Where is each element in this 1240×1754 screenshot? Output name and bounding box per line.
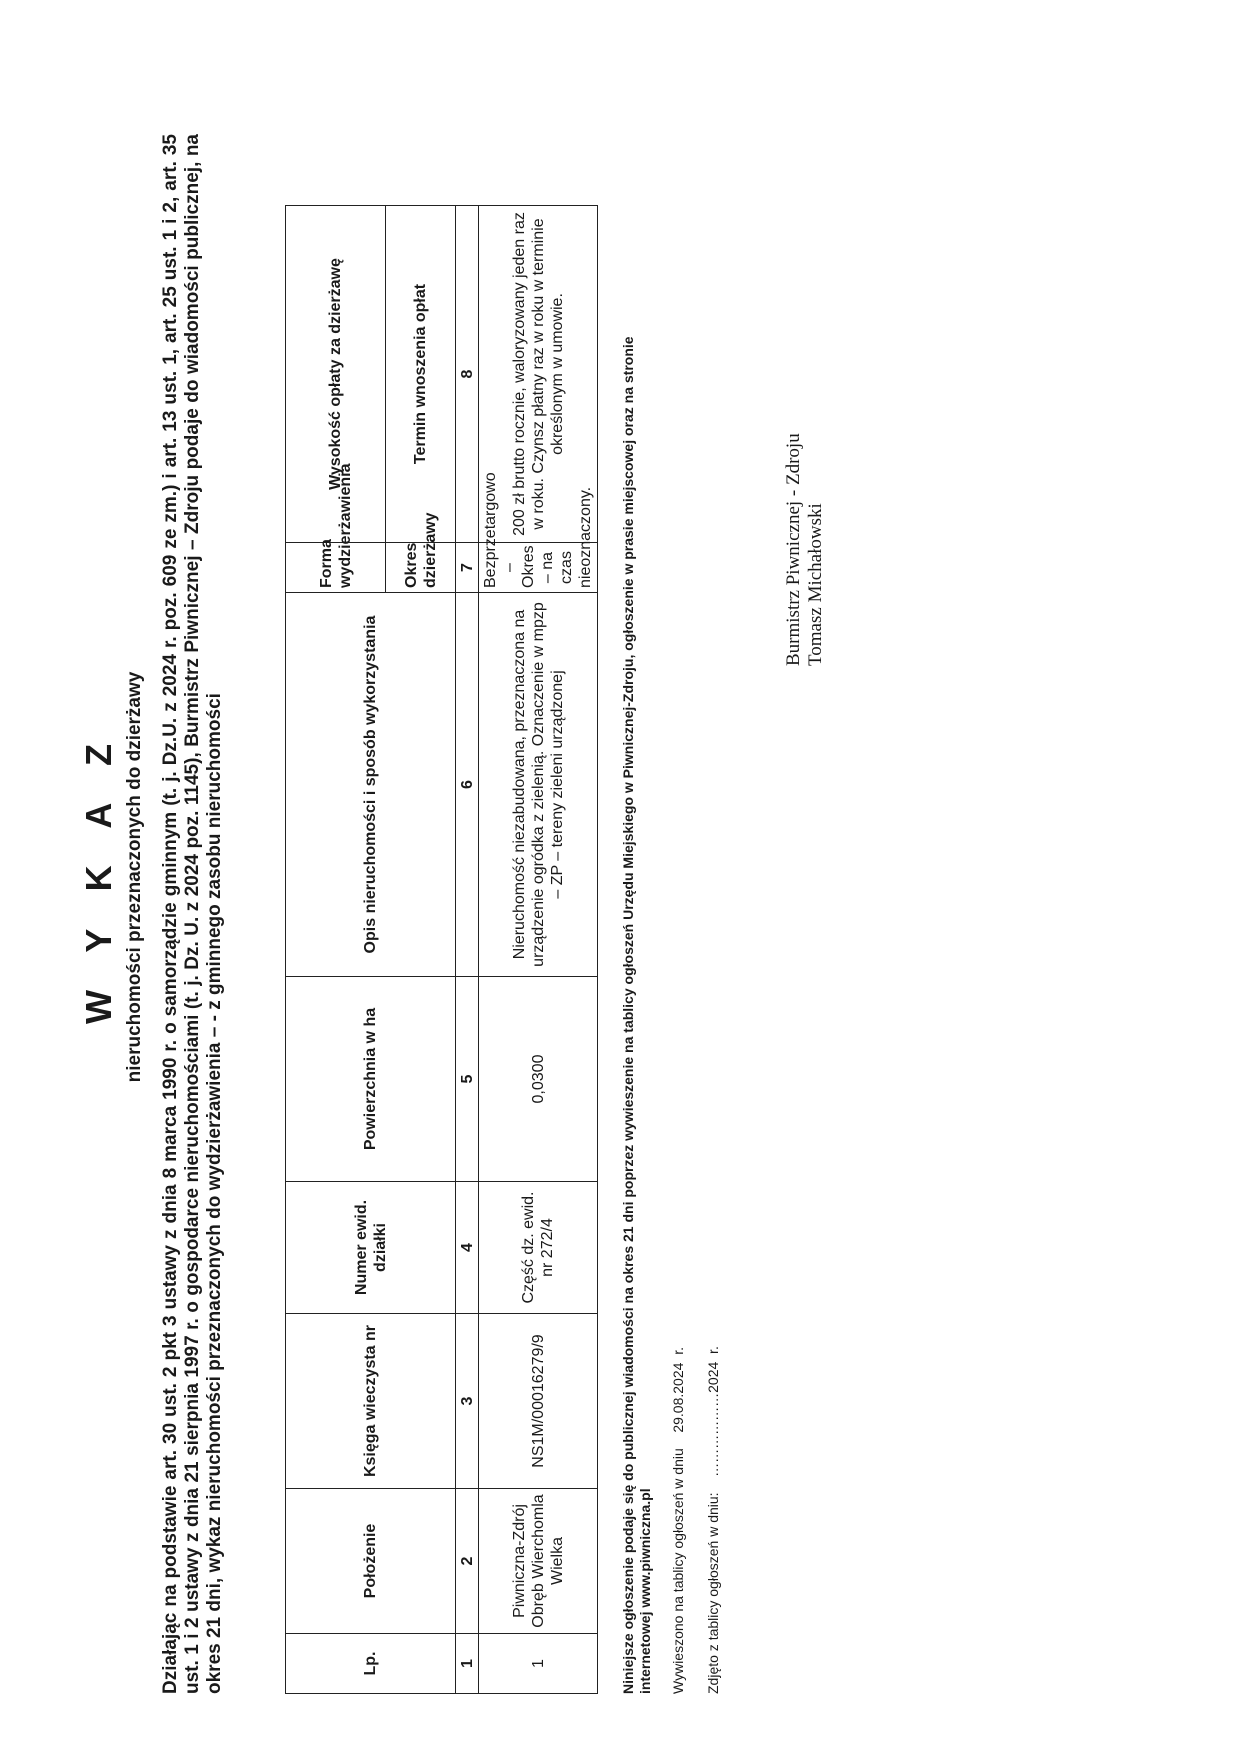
column-number: 3 [456, 1314, 479, 1489]
cell-oplata: 200 zł brutto rocznie, waloryzowany jeden raz w roku. Czynsz płatny raz w roku w terminie określonym w umowie. [479, 206, 598, 543]
column-number: 1 [456, 1634, 479, 1694]
header-okres: Okres dzierżawy [386, 543, 456, 593]
column-number: 6 [456, 593, 479, 977]
legal-basis-paragraph: Działając na podstawie art. 30 ust. 2 pkt 3 ustawy z dnia 8 marca 1990 r. o samorządzie gminnym (t. j. Dz.U. z 2024 r. poz. 609 ze zm.) i art. 13 ust. 1, art. 25 ust. 1 i 2, art. 35 ust. 1 i 2 ustawy z dnia 21 sierpnia 1997 r. o gospodarce nieruchomościami (t. j. Dz. U. z 2024 poz. 1145), Burmistrz Piwnicznej – Zdroju podaje do wiadomości publicznej, na okres 21 dni, wykaz nieruchomości przeznaczonych do wydzierżawienia – - z gminnego zasobu nieruchomości [160, 134, 225, 1694]
removed-suffix: r. [705, 1346, 721, 1354]
header-forma: Forma wydzierżawienia [286, 543, 386, 593]
signature-title: Burmistrz Piwnicznej - Zdroju [783, 433, 804, 666]
removed-date-line [705, 1346, 722, 1694]
posted-suffix: r. [670, 1347, 686, 1355]
cell-ksiega: NS1M/00016279/9 [479, 1314, 598, 1489]
removed-label: Zdjęto z tablicy ogłoszeń w dniu: [705, 1492, 721, 1694]
posted-date: 29.08.2024 [670, 1362, 686, 1433]
signature-block [783, 266, 827, 666]
table-row [479, 206, 598, 1694]
document-title: W Y K A Z [78, 730, 119, 1025]
cell-lp: 1 [479, 1634, 598, 1694]
header-lp: Lp. [286, 1634, 456, 1694]
removed-date: ………………2024 [705, 1361, 721, 1477]
header-wysokosc: Wysokość opłaty za dzierżawę [286, 206, 386, 543]
signature-name: Tomasz Michałowski [805, 503, 826, 666]
header-termin: Termin wnoszenia opłat [386, 206, 456, 543]
header-opis: Opis nieruchomości i sposób wykorzystania [286, 593, 456, 977]
header-ksiega: Księga wieczysta nr [286, 1314, 456, 1489]
cell-numer: Część dz. ewid. nr 272/4 [479, 1182, 598, 1314]
column-number: 4 [456, 1182, 479, 1314]
header-polozenie: Położenie [286, 1489, 456, 1634]
column-number: 8 [456, 206, 479, 543]
cell-polozenie: Piwniczna-Zdrój Obręb Wierchomla Wielka [479, 1489, 598, 1634]
header-numer: Numer ewid. działki [286, 1182, 456, 1314]
column-number: 5 [456, 977, 479, 1182]
document-subtitle: nieruchomości przeznaczonych do dzierżawy [124, 671, 145, 1083]
publication-notice: Niniejsze ogłoszenie podaje się do publicznej wiadomości na okres 21 dni poprzez wywieszenie na tablicy ogłoszeń Urzędu Miejskiego w Piwnicznej-Zdroju, ogłoszenie w prasie miejscowej oraz na stronie internetowej www.piwniczna.pl [620, 336, 653, 1694]
column-number: 2 [456, 1489, 479, 1634]
header-powierzchnia: Powierzchnia w ha [286, 977, 456, 1182]
property-table [285, 205, 598, 1694]
cell-opis: Nieruchomość niezabudowana, przeznaczona na urządzenie ogródka z zielenią. Oznaczenie w mpzp – ZP – tereny zieleni urządzonej [479, 593, 598, 977]
posted-label: Wywieszono na tablicy ogłoszeń w dniu [670, 1448, 686, 1694]
cell-forma-okres: Bezprzetargowo – Okres – na czas nieoznaczony. [479, 543, 598, 593]
column-number: 7 [456, 543, 479, 593]
cell-powierzchnia: 0,0300 [479, 977, 598, 1182]
posted-date-line [670, 1347, 687, 1694]
